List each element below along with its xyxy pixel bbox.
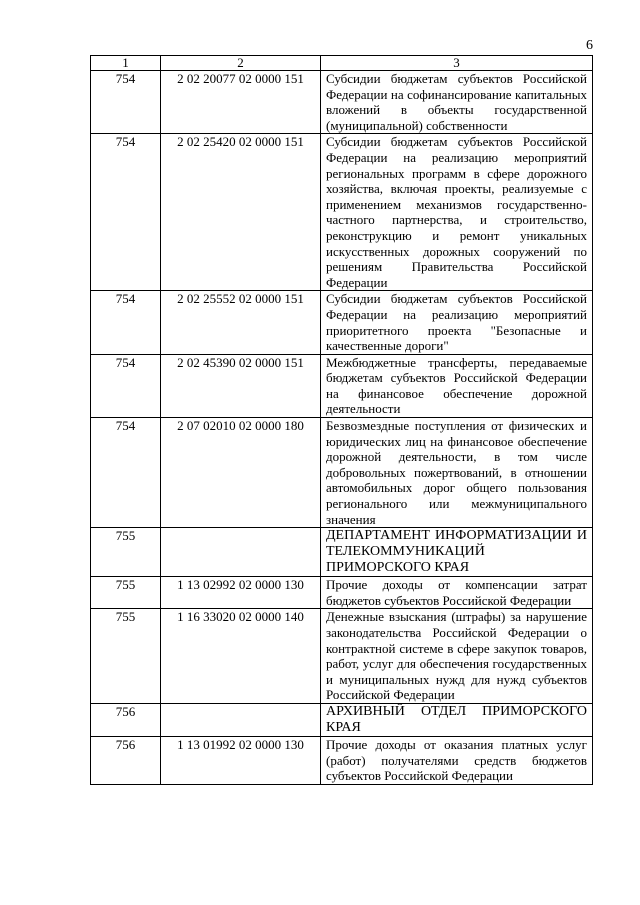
admin-code-cell: 755 — [91, 577, 161, 609]
description-cell: Безвозмездные поступления от физических и юридических лиц на финансовое обеспечение дорожной деятельности, в том числе добровольных пожертвований, в отношении автомобильных дорог общего пользования регионального или межмуниципального значения — [321, 418, 593, 528]
revenue-code-cell: 1 16 33020 02 0000 140 — [161, 609, 321, 704]
description-cell: Субсидии бюджетам субъектов Российской Федерации на реализацию мероприятий приоритетного проекта "Безопасные и качественные дороги" — [321, 291, 593, 354]
description-cell: Субсидии бюджетам субъектов Российской Федерации на реализацию мероприятий региональных программ в сфере дорожного хозяйства, включая проекты, реализуемые с применением механизмов государственно-частного партнерства, и строительство, реконструкцию и ремонт уникальных искусственных дорожных сооружений по решениям Правительства Российской Федерации — [321, 134, 593, 291]
revenue-code-cell: 1 13 02992 02 0000 130 — [161, 577, 321, 609]
revenue-code-cell: 2 02 25420 02 0000 151 — [161, 134, 321, 291]
table-row — [91, 354, 593, 417]
budget-classification-table — [90, 55, 593, 785]
admin-code-cell: 756 — [91, 703, 161, 736]
department-heading-cell: АРХИВНЫЙ ОТДЕЛ ПРИМОРСКОГО КРАЯ — [321, 703, 593, 736]
description-cell: Межбюджетные трансферты, передаваемые бюджетам субъектов Российской Федерации на финансовое обеспечение дорожной деятельности — [321, 354, 593, 417]
table-row — [91, 71, 593, 134]
admin-code-cell: 756 — [91, 736, 161, 784]
table-row — [91, 418, 593, 528]
admin-code-cell: 754 — [91, 418, 161, 528]
revenue-code-cell: 2 02 20077 02 0000 151 — [161, 71, 321, 134]
column-header-3: 3 — [321, 56, 593, 71]
revenue-code-cell: 2 02 45390 02 0000 151 — [161, 354, 321, 417]
revenue-code-cell: 2 07 02010 02 0000 180 — [161, 418, 321, 528]
table-row — [91, 134, 593, 291]
revenue-code-cell — [161, 703, 321, 736]
department-heading-cell: ДЕПАРТАМЕНТ ИНФОРМАТИЗАЦИИ И ТЕЛЕКОММУНИКАЦИЙ ПРИМОРСКОГО КРАЯ — [321, 528, 593, 577]
admin-code-cell: 754 — [91, 291, 161, 354]
description-cell: Денежные взыскания (штрафы) за нарушение законодательства Российской Федерации о контрактной системе в сфере закупок товаров, работ, услуг для обеспечения государственных и муниципальных нужд для нужд субъектов Российской Федерации — [321, 609, 593, 704]
admin-code-cell: 754 — [91, 134, 161, 291]
revenue-code-cell — [161, 528, 321, 577]
column-header-1: 1 — [91, 56, 161, 71]
table-row — [91, 703, 593, 736]
table-row — [91, 577, 593, 609]
admin-code-cell: 755 — [91, 528, 161, 577]
description-cell: Прочие доходы от компенсации затрат бюджетов субъектов Российской Федерации — [321, 577, 593, 609]
revenue-code-cell: 1 13 01992 02 0000 130 — [161, 736, 321, 784]
admin-code-cell: 754 — [91, 71, 161, 134]
admin-code-cell: 754 — [91, 354, 161, 417]
description-cell: Прочие доходы от оказания платных услуг (работ) получателями средств бюджетов субъектов Российской Федерации — [321, 736, 593, 784]
table-row — [91, 291, 593, 354]
table-header-row — [91, 56, 593, 71]
table-row — [91, 528, 593, 577]
admin-code-cell: 755 — [91, 609, 161, 704]
table-row — [91, 736, 593, 784]
description-cell: Субсидии бюджетам субъектов Российской Федерации на софинансирование капитальных вложений в объекты государственной (муниципальной) собственности — [321, 71, 593, 134]
column-header-2: 2 — [161, 56, 321, 71]
revenue-code-cell: 2 02 25552 02 0000 151 — [161, 291, 321, 354]
page-number: 6 — [586, 38, 593, 53]
table-row — [91, 609, 593, 704]
